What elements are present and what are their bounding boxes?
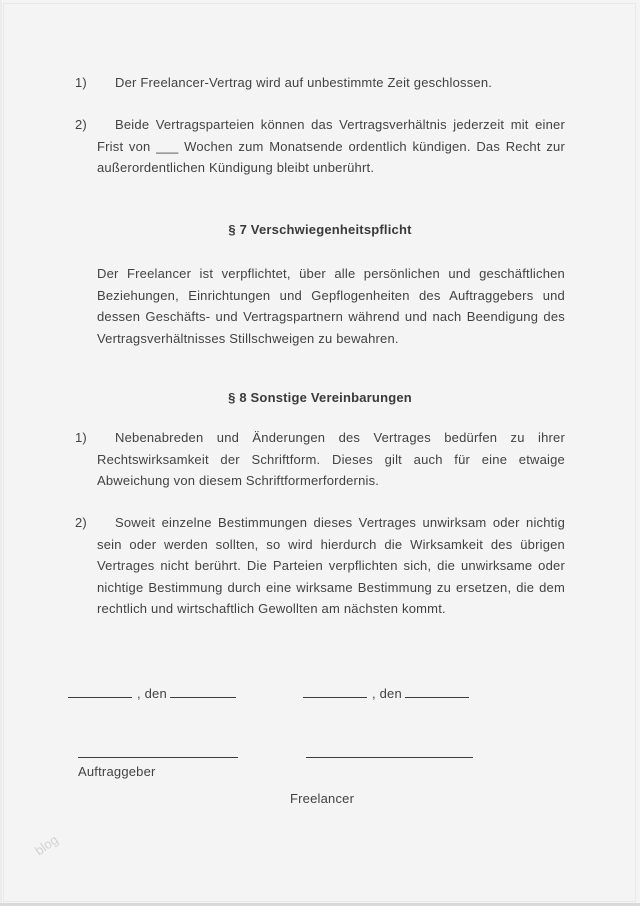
list-item-section8-1 [75, 427, 565, 492]
party-label-freelancer: Freelancer [290, 791, 355, 806]
party-label-auftraggeber: Auftraggeber [78, 764, 156, 779]
item-number: 2) [75, 515, 87, 530]
item-number: 1) [75, 75, 87, 90]
list-item-section8-2 [75, 512, 565, 620]
signature-line-auftraggeber [78, 757, 238, 758]
signature-line-freelancer [306, 757, 473, 758]
date-blank-line [405, 684, 469, 698]
page-left-edge [0, 0, 2, 906]
place-blank-line [68, 684, 132, 698]
list-item-termination-2 [75, 114, 565, 179]
date-group-right [303, 683, 469, 705]
section-7-body: Der Freelancer ist verpflichtet, über alle persönlichen und geschäftlichen Beziehungen, Einrichtungen und Gepflogenheiten des Auftraggebers und dessen Geschäfts- und Vertragspartnern während und nach Beendigung des Vertragsverhältnisses Stillschweigen zu bewahren. [97, 266, 565, 346]
list-item-termination-1 [75, 72, 565, 94]
item-text: Der Freelancer-Vertrag wird auf unbestimmte Zeit geschlossen. [115, 75, 493, 90]
section-8-heading: § 8 Sonstige Vereinbarungen [228, 390, 412, 405]
watermark: blog [32, 831, 61, 859]
date-label: , den [137, 686, 167, 701]
item-text: Soweit einzelne Bestimmungen dieses Vertrages unwirksam oder nichtig sein oder werden sollten, so wird hierdurch die Wirksamkeit des übrigen Vertrages nicht berührt. Die Parteien verpflichten sich, die unwirksame oder nichtige Bestimmung durch eine wirksame Bestimmung zu ersetzen, die dem rechtlich und wirtschaftlich Gewollten am nächsten kommt. [97, 515, 565, 616]
item-text: Nebenabreden und Änderungen des Vertrages bedürfen zu ihrer Rechtswirksamkeit der Schriftform. Dieses gilt auch für eine etwaige Abweichung von diesem Schriftformerfordernis. [97, 430, 565, 488]
item-number: 1) [75, 430, 87, 445]
date-group-left [68, 683, 236, 705]
date-label: , den [372, 686, 402, 701]
section-7-heading: § 7 Verschwiegenheitspflicht [228, 222, 412, 237]
date-blank-line [170, 684, 236, 698]
item-number: 2) [75, 117, 87, 132]
item-text: Beide Vertragsparteien können das Vertragsverhältnis jederzeit mit einer Frist von ___ Wochen zum Monatsende ordentlich kündigen. Das Recht zur außerordentlichen Kündigung bleibt unberührt. [97, 117, 565, 175]
place-blank-line [303, 684, 367, 698]
